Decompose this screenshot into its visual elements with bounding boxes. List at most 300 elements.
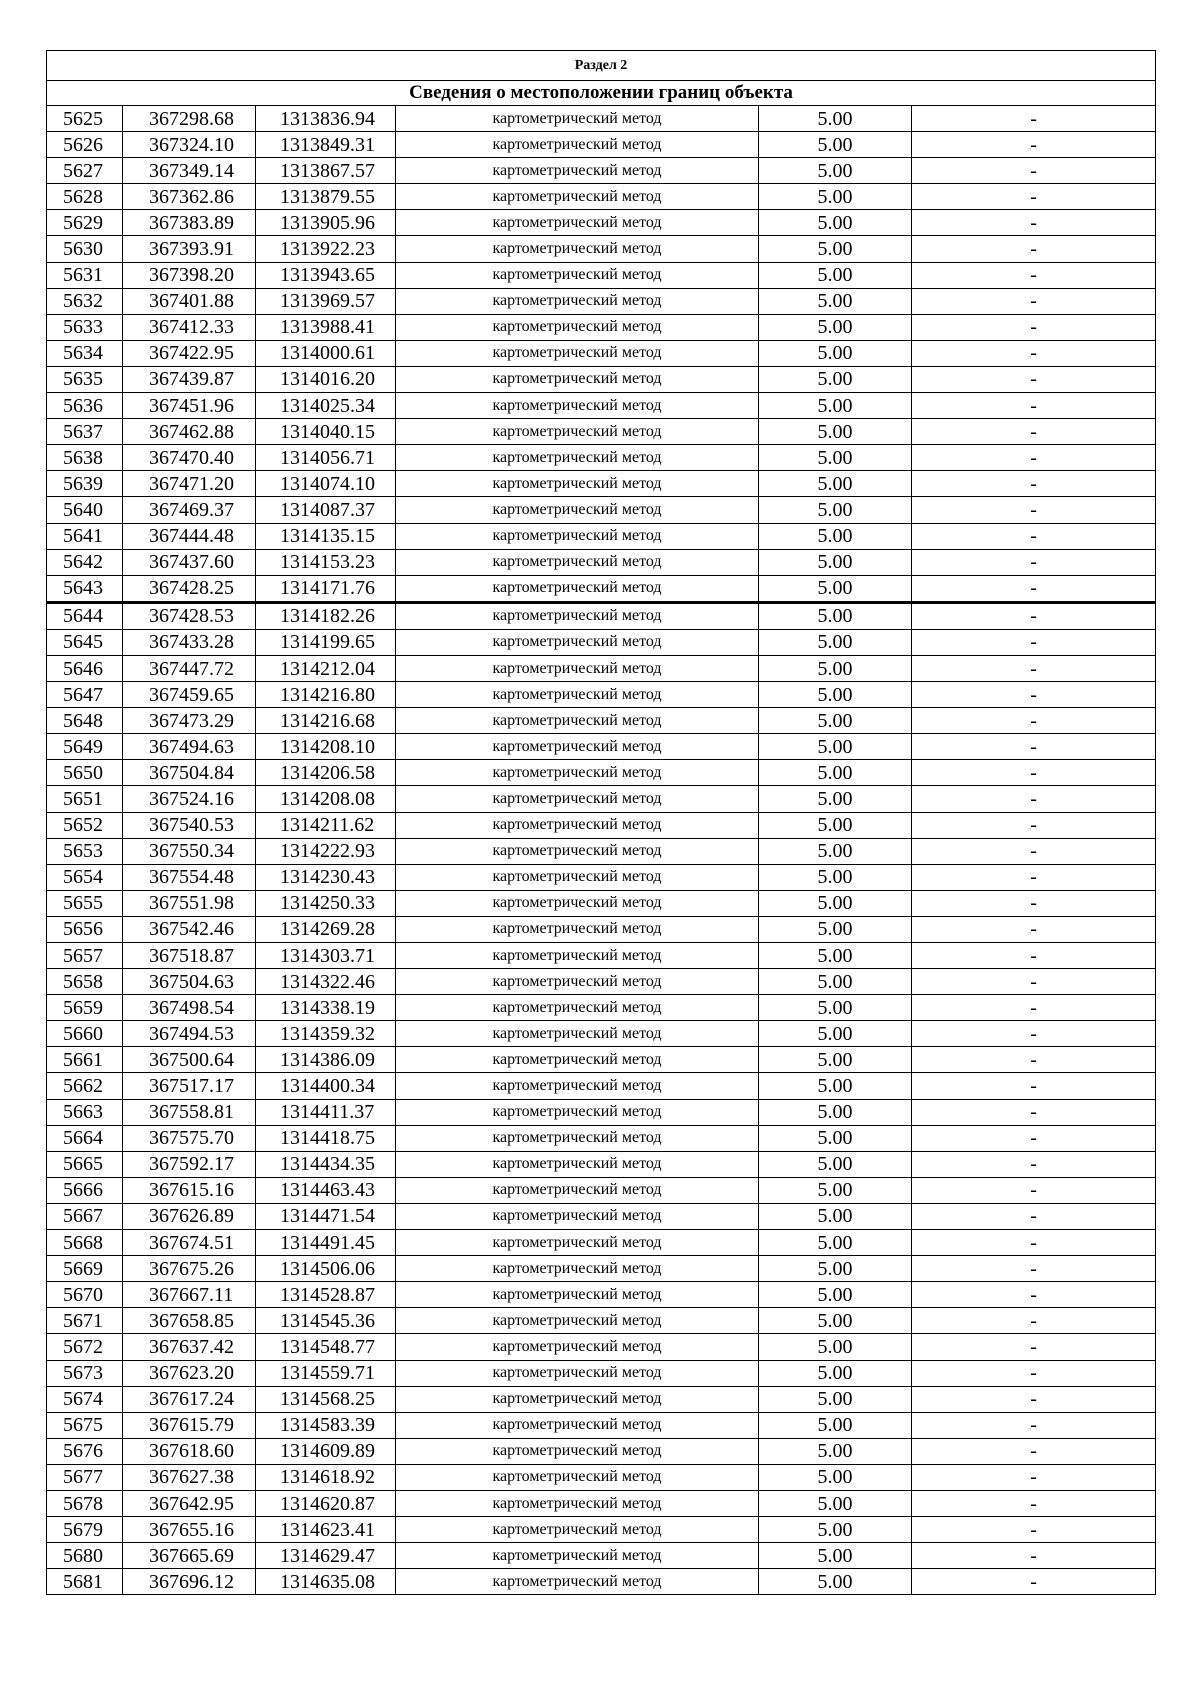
- accuracy-cell: 5.00: [759, 1412, 912, 1438]
- description-cell: -: [912, 916, 1156, 942]
- table-row: [47, 1125, 1156, 1151]
- point-number-cell: 5657: [47, 943, 123, 969]
- description-cell: -: [912, 708, 1156, 734]
- method-cell: картометрический метод: [396, 995, 759, 1021]
- table-row: [47, 1256, 1156, 1282]
- table-row: [47, 549, 1156, 575]
- y-coordinate-cell: 1314212.04: [256, 655, 396, 681]
- y-coordinate-cell: 1313988.41: [256, 314, 396, 340]
- table-row: [47, 1099, 1156, 1125]
- point-number-cell: 5629: [47, 210, 123, 236]
- accuracy-cell: 5.00: [759, 158, 912, 184]
- accuracy-cell: 5.00: [759, 1360, 912, 1386]
- accuracy-cell: 5.00: [759, 1438, 912, 1464]
- y-coordinate-cell: 1314250.33: [256, 890, 396, 916]
- description-cell: -: [912, 1073, 1156, 1099]
- x-coordinate-cell: 367550.34: [123, 838, 256, 864]
- description-cell: -: [912, 1543, 1156, 1569]
- method-cell: картометрический метод: [396, 734, 759, 760]
- description-cell: -: [912, 995, 1156, 1021]
- accuracy-cell: 5.00: [759, 1334, 912, 1360]
- y-coordinate-cell: 1314386.09: [256, 1047, 396, 1073]
- title-row: [47, 81, 1156, 106]
- point-number-cell: 5647: [47, 682, 123, 708]
- accuracy-cell: 5.00: [759, 1203, 912, 1229]
- method-cell: картометрический метод: [396, 1021, 759, 1047]
- description-cell: -: [912, 1256, 1156, 1282]
- y-coordinate-cell: 1314171.76: [256, 575, 396, 602]
- description-cell: -: [912, 1021, 1156, 1047]
- description-cell: -: [912, 236, 1156, 262]
- accuracy-cell: 5.00: [759, 760, 912, 786]
- description-cell: -: [912, 575, 1156, 602]
- method-cell: картометрический метод: [396, 655, 759, 681]
- accuracy-cell: 5.00: [759, 734, 912, 760]
- accuracy-cell: 5.00: [759, 184, 912, 210]
- table-row: [47, 1334, 1156, 1360]
- x-coordinate-cell: 367626.89: [123, 1203, 256, 1229]
- y-coordinate-cell: 1314222.93: [256, 838, 396, 864]
- y-coordinate-cell: 1314208.08: [256, 786, 396, 812]
- point-number-cell: 5653: [47, 838, 123, 864]
- point-number-cell: 5672: [47, 1334, 123, 1360]
- y-coordinate-cell: 1314182.26: [256, 602, 396, 629]
- y-coordinate-cell: 1314056.71: [256, 445, 396, 471]
- description-cell: -: [912, 838, 1156, 864]
- method-cell: картометрический метод: [396, 236, 759, 262]
- accuracy-cell: 5.00: [759, 708, 912, 734]
- y-coordinate-cell: 1314463.43: [256, 1177, 396, 1203]
- x-coordinate-cell: 367674.51: [123, 1230, 256, 1256]
- description-cell: -: [912, 943, 1156, 969]
- method-cell: картометрический метод: [396, 366, 759, 392]
- point-number-cell: 5632: [47, 288, 123, 314]
- method-cell: картометрический метод: [396, 760, 759, 786]
- point-number-cell: 5670: [47, 1282, 123, 1308]
- x-coordinate-cell: 367615.16: [123, 1177, 256, 1203]
- description-cell: -: [912, 1517, 1156, 1543]
- table-body: [47, 51, 1156, 1595]
- point-number-cell: 5635: [47, 366, 123, 392]
- y-coordinate-cell: 1314623.41: [256, 1517, 396, 1543]
- x-coordinate-cell: 367439.87: [123, 366, 256, 392]
- table-row: [47, 838, 1156, 864]
- y-coordinate-cell: 1314216.80: [256, 682, 396, 708]
- x-coordinate-cell: 367422.95: [123, 340, 256, 366]
- accuracy-cell: 5.00: [759, 132, 912, 158]
- table-row: [47, 419, 1156, 445]
- point-number-cell: 5642: [47, 549, 123, 575]
- description-cell: -: [912, 445, 1156, 471]
- y-coordinate-cell: 1314559.71: [256, 1360, 396, 1386]
- y-coordinate-cell: 1314199.65: [256, 629, 396, 655]
- y-coordinate-cell: 1314635.08: [256, 1569, 396, 1595]
- method-cell: картометрический метод: [396, 106, 759, 132]
- y-coordinate-cell: 1314303.71: [256, 943, 396, 969]
- x-coordinate-cell: 367298.68: [123, 106, 256, 132]
- method-cell: картометрический метод: [396, 575, 759, 602]
- x-coordinate-cell: 367470.40: [123, 445, 256, 471]
- accuracy-cell: 5.00: [759, 262, 912, 288]
- method-cell: картометрический метод: [396, 890, 759, 916]
- method-cell: картометрический метод: [396, 864, 759, 890]
- method-cell: картометрический метод: [396, 184, 759, 210]
- y-coordinate-cell: 1314216.68: [256, 708, 396, 734]
- table-row: [47, 1569, 1156, 1595]
- table-row: [47, 393, 1156, 419]
- point-number-cell: 5668: [47, 1230, 123, 1256]
- description-cell: -: [912, 1490, 1156, 1516]
- accuracy-cell: 5.00: [759, 445, 912, 471]
- description-cell: -: [912, 184, 1156, 210]
- method-cell: картометрический метод: [396, 262, 759, 288]
- table-row: [47, 1230, 1156, 1256]
- description-cell: -: [912, 471, 1156, 497]
- accuracy-cell: 5.00: [759, 916, 912, 942]
- point-number-cell: 5659: [47, 995, 123, 1021]
- method-cell: картометрический метод: [396, 916, 759, 942]
- y-coordinate-cell: 1314629.47: [256, 1543, 396, 1569]
- description-cell: -: [912, 366, 1156, 392]
- y-coordinate-cell: 1314434.35: [256, 1151, 396, 1177]
- point-number-cell: 5628: [47, 184, 123, 210]
- method-cell: картометрический метод: [396, 445, 759, 471]
- accuracy-cell: 5.00: [759, 1099, 912, 1125]
- accuracy-cell: 5.00: [759, 393, 912, 419]
- method-cell: картометрический метод: [396, 1308, 759, 1334]
- point-number-cell: 5678: [47, 1490, 123, 1516]
- table-row: [47, 575, 1156, 602]
- x-coordinate-cell: 367498.54: [123, 995, 256, 1021]
- description-cell: -: [912, 1125, 1156, 1151]
- description-cell: -: [912, 1360, 1156, 1386]
- table-row: [47, 1543, 1156, 1569]
- y-coordinate-cell: 1314208.10: [256, 734, 396, 760]
- point-number-cell: 5643: [47, 575, 123, 602]
- description-cell: -: [912, 419, 1156, 445]
- description-cell: -: [912, 549, 1156, 575]
- table-row: [47, 262, 1156, 288]
- y-coordinate-cell: 1313943.65: [256, 262, 396, 288]
- method-cell: картометрический метод: [396, 158, 759, 184]
- x-coordinate-cell: 367617.24: [123, 1386, 256, 1412]
- accuracy-cell: 5.00: [759, 995, 912, 1021]
- method-cell: картометрический метод: [396, 497, 759, 523]
- accuracy-cell: 5.00: [759, 655, 912, 681]
- method-cell: картометрический метод: [396, 1438, 759, 1464]
- table-row: [47, 106, 1156, 132]
- table-row: [47, 734, 1156, 760]
- table-row: [47, 629, 1156, 655]
- description-cell: -: [912, 1047, 1156, 1073]
- description-cell: -: [912, 340, 1156, 366]
- accuracy-cell: 5.00: [759, 288, 912, 314]
- y-coordinate-cell: 1313879.55: [256, 184, 396, 210]
- description-cell: -: [912, 1334, 1156, 1360]
- y-coordinate-cell: 1313836.94: [256, 106, 396, 132]
- accuracy-cell: 5.00: [759, 786, 912, 812]
- y-coordinate-cell: 1314618.92: [256, 1464, 396, 1490]
- description-cell: -: [912, 969, 1156, 995]
- x-coordinate-cell: 367558.81: [123, 1099, 256, 1125]
- method-cell: картометрический метод: [396, 1099, 759, 1125]
- description-cell: -: [912, 1230, 1156, 1256]
- description-cell: -: [912, 1412, 1156, 1438]
- x-coordinate-cell: 367428.25: [123, 575, 256, 602]
- y-coordinate-cell: 1314506.06: [256, 1256, 396, 1282]
- x-coordinate-cell: 367696.12: [123, 1569, 256, 1595]
- point-number-cell: 5671: [47, 1308, 123, 1334]
- accuracy-cell: 5.00: [759, 549, 912, 575]
- method-cell: картометрический метод: [396, 812, 759, 838]
- description-cell: -: [912, 523, 1156, 549]
- method-cell: картометрический метод: [396, 1073, 759, 1099]
- method-cell: картометрический метод: [396, 708, 759, 734]
- x-coordinate-cell: 367473.29: [123, 708, 256, 734]
- x-coordinate-cell: 367428.53: [123, 602, 256, 629]
- point-number-cell: 5651: [47, 786, 123, 812]
- description-cell: -: [912, 629, 1156, 655]
- y-coordinate-cell: 1314269.28: [256, 916, 396, 942]
- x-coordinate-cell: 367627.38: [123, 1464, 256, 1490]
- table-row: [47, 314, 1156, 340]
- table-row: [47, 1360, 1156, 1386]
- x-coordinate-cell: 367540.53: [123, 812, 256, 838]
- x-coordinate-cell: 367412.33: [123, 314, 256, 340]
- method-cell: картометрический метод: [396, 549, 759, 575]
- accuracy-cell: 5.00: [759, 471, 912, 497]
- method-cell: картометрический метод: [396, 1047, 759, 1073]
- method-cell: картометрический метод: [396, 1177, 759, 1203]
- y-coordinate-cell: 1314359.32: [256, 1021, 396, 1047]
- x-coordinate-cell: 367362.86: [123, 184, 256, 210]
- description-cell: -: [912, 288, 1156, 314]
- x-coordinate-cell: 367518.87: [123, 943, 256, 969]
- method-cell: картометрический метод: [396, 1256, 759, 1282]
- y-coordinate-cell: 1314087.37: [256, 497, 396, 523]
- point-number-cell: 5662: [47, 1073, 123, 1099]
- point-number-cell: 5652: [47, 812, 123, 838]
- point-number-cell: 5640: [47, 497, 123, 523]
- point-number-cell: 5680: [47, 1543, 123, 1569]
- description-cell: -: [912, 602, 1156, 629]
- y-coordinate-cell: 1314548.77: [256, 1334, 396, 1360]
- accuracy-cell: 5.00: [759, 1256, 912, 1282]
- description-cell: -: [912, 1308, 1156, 1334]
- method-cell: картометрический метод: [396, 838, 759, 864]
- accuracy-cell: 5.00: [759, 1021, 912, 1047]
- x-coordinate-cell: 367658.85: [123, 1308, 256, 1334]
- description-cell: -: [912, 890, 1156, 916]
- point-number-cell: 5673: [47, 1360, 123, 1386]
- point-number-cell: 5669: [47, 1256, 123, 1282]
- table-row: [47, 1438, 1156, 1464]
- description-cell: -: [912, 1438, 1156, 1464]
- y-coordinate-cell: 1314016.20: [256, 366, 396, 392]
- accuracy-cell: 5.00: [759, 1282, 912, 1308]
- x-coordinate-cell: 367500.64: [123, 1047, 256, 1073]
- point-number-cell: 5638: [47, 445, 123, 471]
- x-coordinate-cell: 367451.96: [123, 393, 256, 419]
- table-row: [47, 812, 1156, 838]
- point-number-cell: 5654: [47, 864, 123, 890]
- table-row: [47, 760, 1156, 786]
- point-number-cell: 5658: [47, 969, 123, 995]
- y-coordinate-cell: 1314153.23: [256, 549, 396, 575]
- description-cell: -: [912, 1464, 1156, 1490]
- table-row: [47, 864, 1156, 890]
- x-coordinate-cell: 367637.42: [123, 1334, 256, 1360]
- y-coordinate-cell: 1314411.37: [256, 1099, 396, 1125]
- x-coordinate-cell: 367615.79: [123, 1412, 256, 1438]
- accuracy-cell: 5.00: [759, 1308, 912, 1334]
- y-coordinate-cell: 1314000.61: [256, 340, 396, 366]
- accuracy-cell: 5.00: [759, 1125, 912, 1151]
- table-row: [47, 445, 1156, 471]
- y-coordinate-cell: 1314528.87: [256, 1282, 396, 1308]
- description-cell: -: [912, 760, 1156, 786]
- point-number-cell: 5674: [47, 1386, 123, 1412]
- table-row: [47, 523, 1156, 549]
- accuracy-cell: 5.00: [759, 1151, 912, 1177]
- description-cell: -: [912, 812, 1156, 838]
- description-cell: -: [912, 1282, 1156, 1308]
- accuracy-cell: 5.00: [759, 969, 912, 995]
- x-coordinate-cell: 367469.37: [123, 497, 256, 523]
- x-coordinate-cell: 367459.65: [123, 682, 256, 708]
- y-coordinate-cell: 1313922.23: [256, 236, 396, 262]
- point-number-cell: 5648: [47, 708, 123, 734]
- y-coordinate-cell: 1314211.62: [256, 812, 396, 838]
- x-coordinate-cell: 367618.60: [123, 1438, 256, 1464]
- description-cell: -: [912, 497, 1156, 523]
- accuracy-cell: 5.00: [759, 523, 912, 549]
- description-cell: -: [912, 210, 1156, 236]
- point-number-cell: 5649: [47, 734, 123, 760]
- method-cell: картометрический метод: [396, 419, 759, 445]
- table-row: [47, 288, 1156, 314]
- method-cell: картометрический метод: [396, 1151, 759, 1177]
- x-coordinate-cell: 367551.98: [123, 890, 256, 916]
- accuracy-cell: 5.00: [759, 602, 912, 629]
- point-number-cell: 5636: [47, 393, 123, 419]
- description-cell: -: [912, 1386, 1156, 1412]
- x-coordinate-cell: 367471.20: [123, 471, 256, 497]
- y-coordinate-cell: 1314583.39: [256, 1412, 396, 1438]
- y-coordinate-cell: 1313969.57: [256, 288, 396, 314]
- x-coordinate-cell: 367494.53: [123, 1021, 256, 1047]
- accuracy-cell: 5.00: [759, 1047, 912, 1073]
- accuracy-cell: 5.00: [759, 1386, 912, 1412]
- x-coordinate-cell: 367462.88: [123, 419, 256, 445]
- method-cell: картометрический метод: [396, 340, 759, 366]
- x-coordinate-cell: 367398.20: [123, 262, 256, 288]
- accuracy-cell: 5.00: [759, 1543, 912, 1569]
- point-number-cell: 5637: [47, 419, 123, 445]
- y-coordinate-cell: 1314322.46: [256, 969, 396, 995]
- point-number-cell: 5655: [47, 890, 123, 916]
- y-coordinate-cell: 1314620.87: [256, 1490, 396, 1516]
- point-number-cell: 5677: [47, 1464, 123, 1490]
- x-coordinate-cell: 367667.11: [123, 1282, 256, 1308]
- table-row: [47, 184, 1156, 210]
- y-coordinate-cell: 1314400.34: [256, 1073, 396, 1099]
- accuracy-cell: 5.00: [759, 682, 912, 708]
- accuracy-cell: 5.00: [759, 340, 912, 366]
- x-coordinate-cell: 367642.95: [123, 1490, 256, 1516]
- x-coordinate-cell: 367542.46: [123, 916, 256, 942]
- method-cell: картометрический метод: [396, 1230, 759, 1256]
- description-cell: -: [912, 158, 1156, 184]
- accuracy-cell: 5.00: [759, 890, 912, 916]
- method-cell: картометрический метод: [396, 1517, 759, 1543]
- table-row: [47, 1047, 1156, 1073]
- table-row: [47, 132, 1156, 158]
- x-coordinate-cell: 367447.72: [123, 655, 256, 681]
- y-coordinate-cell: 1313867.57: [256, 158, 396, 184]
- method-cell: картометрический метод: [396, 682, 759, 708]
- y-coordinate-cell: 1314471.54: [256, 1203, 396, 1229]
- table-row: [47, 1517, 1156, 1543]
- method-cell: картометрический метод: [396, 1334, 759, 1360]
- accuracy-cell: 5.00: [759, 575, 912, 602]
- point-number-cell: 5639: [47, 471, 123, 497]
- y-coordinate-cell: 1314568.25: [256, 1386, 396, 1412]
- point-number-cell: 5660: [47, 1021, 123, 1047]
- point-number-cell: 5681: [47, 1569, 123, 1595]
- accuracy-cell: 5.00: [759, 1177, 912, 1203]
- table-row: [47, 366, 1156, 392]
- table-row: [47, 1386, 1156, 1412]
- section-header-row: [47, 51, 1156, 81]
- table-row: [47, 1464, 1156, 1490]
- point-number-cell: 5663: [47, 1099, 123, 1125]
- accuracy-cell: 5.00: [759, 366, 912, 392]
- point-number-cell: 5661: [47, 1047, 123, 1073]
- x-coordinate-cell: 367665.69: [123, 1543, 256, 1569]
- method-cell: картометрический метод: [396, 786, 759, 812]
- method-cell: картометрический метод: [396, 210, 759, 236]
- x-coordinate-cell: 367383.89: [123, 210, 256, 236]
- table-row: [47, 471, 1156, 497]
- table-row: [47, 708, 1156, 734]
- accuracy-cell: 5.00: [759, 1073, 912, 1099]
- table-row: [47, 1282, 1156, 1308]
- accuracy-cell: 5.00: [759, 1490, 912, 1516]
- point-number-cell: 5665: [47, 1151, 123, 1177]
- table-row: [47, 497, 1156, 523]
- accuracy-cell: 5.00: [759, 1517, 912, 1543]
- method-cell: картометрический метод: [396, 393, 759, 419]
- point-number-cell: 5650: [47, 760, 123, 786]
- description-cell: -: [912, 734, 1156, 760]
- method-cell: картометрический метод: [396, 523, 759, 549]
- y-coordinate-cell: 1314230.43: [256, 864, 396, 890]
- method-cell: картометрический метод: [396, 629, 759, 655]
- point-number-cell: 5645: [47, 629, 123, 655]
- table-title: Сведения о местоположении границ объекта: [47, 81, 1156, 106]
- point-number-cell: 5675: [47, 1412, 123, 1438]
- x-coordinate-cell: 367393.91: [123, 236, 256, 262]
- table-row: [47, 602, 1156, 629]
- description-cell: -: [912, 262, 1156, 288]
- y-coordinate-cell: 1314040.15: [256, 419, 396, 445]
- method-cell: картометрический метод: [396, 288, 759, 314]
- x-coordinate-cell: 367504.63: [123, 969, 256, 995]
- method-cell: картометрический метод: [396, 602, 759, 629]
- accuracy-cell: 5.00: [759, 812, 912, 838]
- point-number-cell: 5644: [47, 602, 123, 629]
